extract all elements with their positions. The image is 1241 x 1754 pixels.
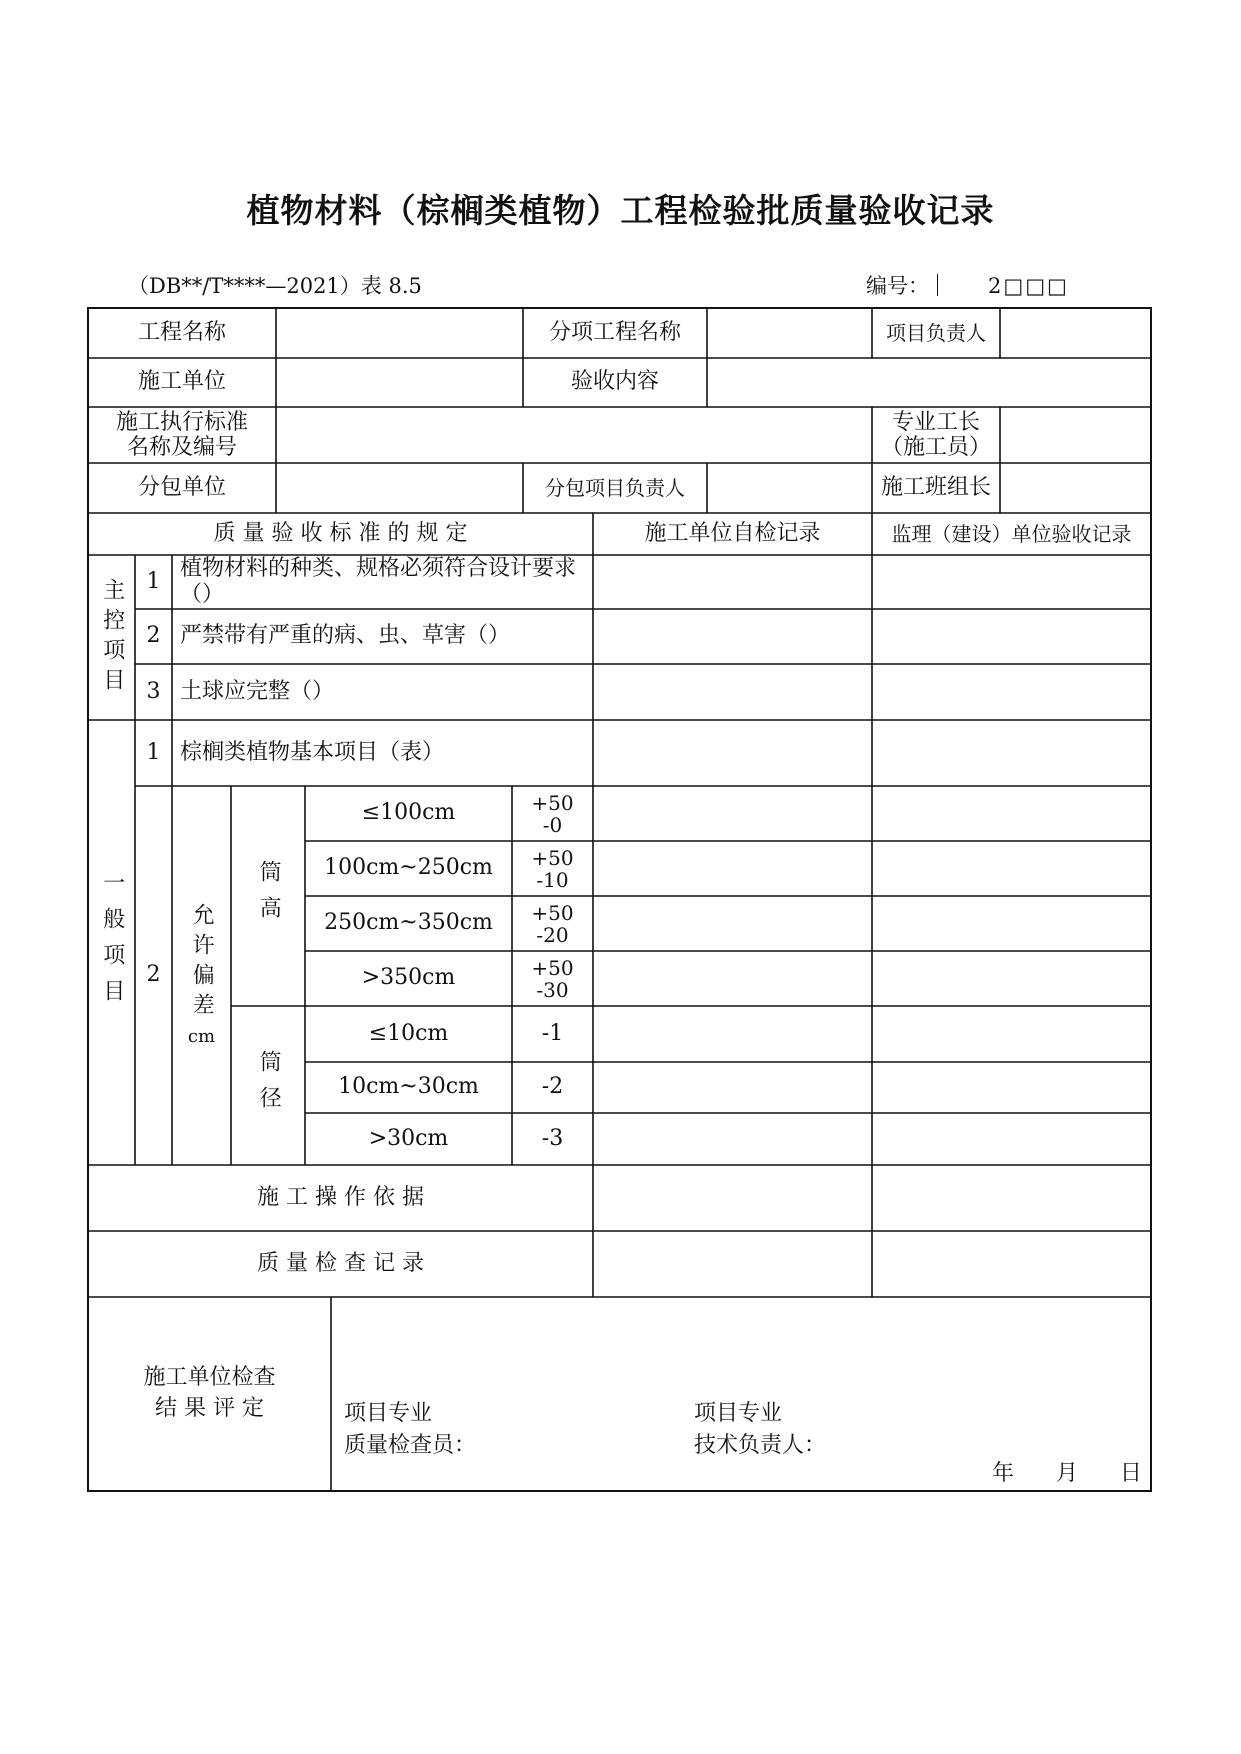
diameter-range-1: ≤10cm — [368, 1020, 449, 1046]
label-foreman — [872, 407, 1000, 463]
height-tol-1-upper: +50 — [531, 790, 574, 815]
field-project-name[interactable] — [276, 308, 523, 358]
height-3-self-check[interactable] — [593, 896, 872, 951]
standard-name-line-2: 名称及编号 — [126, 435, 237, 460]
foreman-line-1: 专业工长 — [891, 409, 980, 435]
number-value: 2□□□ — [988, 274, 1069, 298]
diameter-3-supervision[interactable] — [872, 1113, 1151, 1165]
inspector-line-1: 项目专业 — [344, 1401, 433, 1426]
height-group-label — [231, 786, 305, 1006]
label-construction-unit: 施工单位 — [137, 369, 226, 395]
main-item-3-supervision[interactable] — [872, 664, 1151, 720]
height-2-supervision[interactable] — [872, 841, 1151, 896]
standard-code: （DB**/T****—2021）表 8.5 — [128, 274, 422, 298]
general-item-1-supervision[interactable] — [872, 720, 1151, 786]
height-tol-2-upper: +50 — [531, 845, 574, 870]
result-label — [88, 1297, 331, 1491]
main-item-1-supervision[interactable] — [872, 555, 1151, 609]
height-3-supervision[interactable] — [872, 896, 1151, 951]
main-item-2-text: 严禁带有严重的病、虫、草害（） — [180, 623, 511, 649]
diameter-group-label — [231, 1006, 305, 1165]
label-sub-manager: 分包项目负责人 — [545, 476, 685, 500]
general-item-2-no: 2 — [146, 962, 161, 988]
diameter-tolerance-3: -3 — [541, 1125, 564, 1151]
quality-record-supervision[interactable] — [872, 1231, 1151, 1297]
height-4-self-check[interactable] — [593, 951, 872, 1006]
number-label: 编号： — [866, 274, 929, 298]
tolerance-unit: cm — [187, 1026, 216, 1048]
page-title: 植物材料（棕榈类植物）工程检验批质量验收记录 — [246, 191, 995, 230]
height-tol-3-lower: -20 — [536, 922, 569, 947]
general-item-1-self-check[interactable] — [593, 720, 872, 786]
operation-basis-supervision[interactable] — [872, 1165, 1151, 1231]
height-range-1: ≤100cm — [361, 800, 456, 826]
field-team-leader[interactable] — [1000, 463, 1151, 513]
quality-inspector-signature[interactable] — [344, 1398, 476, 1462]
height-group-label-text: 筒高 — [256, 860, 282, 932]
main-items-label — [88, 555, 135, 720]
technical-lead-signature[interactable] — [694, 1398, 826, 1462]
label-team-leader: 施工班组长 — [880, 474, 991, 500]
main-item-3-self-check[interactable] — [593, 664, 872, 720]
main-item-2-supervision[interactable] — [872, 609, 1151, 664]
label-standard-name — [88, 407, 276, 463]
column-header-standard — [88, 513, 593, 555]
field-sub-project-name[interactable] — [707, 308, 872, 358]
tech-line-1: 项目专业 — [694, 1401, 783, 1426]
column-header-self-check: 施工单位自检记录 — [644, 520, 821, 546]
main-item-3-no: 3 — [146, 678, 161, 704]
field-project-manager[interactable] — [1000, 308, 1151, 358]
diameter-2-self-check[interactable] — [593, 1062, 872, 1113]
main-item-1-text: 植物材料的种类、规格必须符合设计要求（） — [180, 555, 577, 607]
diameter-group-label-text: 筒径 — [256, 1049, 282, 1122]
height-tolerance-2 — [512, 841, 593, 896]
height-range-4: >350cm — [361, 965, 456, 991]
label-project-name: 工程名称 — [137, 319, 226, 345]
diameter-3-self-check[interactable] — [593, 1113, 872, 1165]
field-sub-manager[interactable] — [707, 463, 872, 513]
height-tolerance-3 — [512, 896, 593, 951]
inspector-line-2: 质量检查员： — [344, 1432, 477, 1458]
height-2-self-check[interactable] — [593, 841, 872, 896]
quality-record-text: 质 量 检 查 记 录 — [257, 1250, 424, 1276]
height-range-3: 250cm~350cm — [324, 910, 493, 936]
general-items-label-text: 一般项目 — [99, 870, 125, 1015]
height-tol-4-upper: +50 — [531, 955, 574, 980]
foreman-line-2: （施工员） — [880, 435, 991, 460]
main-item-2-self-check[interactable] — [593, 609, 872, 664]
diameter-1-self-check[interactable] — [593, 1006, 872, 1062]
column-header-standard-text: 质 量 验 收 标 准 的 规 定 — [213, 520, 468, 546]
height-4-supervision[interactable] — [872, 951, 1151, 1006]
field-acceptance-content[interactable] — [707, 358, 1151, 407]
label-sub-project-name: 分项工程名称 — [548, 319, 681, 345]
result-label-line-1: 施工单位检查 — [143, 1365, 276, 1391]
main-item-2-no: 2 — [146, 623, 161, 649]
field-construction-unit[interactable] — [276, 358, 523, 407]
height-tolerance-1 — [512, 786, 593, 841]
height-tol-4-lower: -30 — [536, 977, 569, 1002]
field-foreman[interactable] — [1000, 407, 1151, 463]
height-1-self-check[interactable] — [593, 786, 872, 841]
diameter-2-supervision[interactable] — [872, 1062, 1151, 1113]
main-items-label-text: 主控项目 — [99, 577, 125, 698]
label-subcontractor: 分包单位 — [137, 474, 226, 500]
height-tolerance-4 — [512, 951, 593, 1006]
label-project-manager: 项目负责人 — [886, 321, 986, 345]
height-1-supervision[interactable] — [872, 786, 1151, 841]
main-item-1-self-check[interactable] — [593, 555, 872, 609]
height-tol-2-lower: -10 — [536, 867, 569, 892]
diameter-range-2: 10cm~30cm — [338, 1074, 479, 1100]
diameter-1-supervision[interactable] — [872, 1006, 1151, 1062]
general-item-1-no: 1 — [146, 739, 161, 765]
tolerance-group-label-text: 允许偏差 — [189, 903, 215, 1024]
main-item-3-text: 土球应完整（） — [180, 678, 335, 704]
operation-basis-text: 施 工 操 作 依 据 — [257, 1184, 424, 1210]
result-label-line-2: 结 果 评 定 — [155, 1396, 264, 1421]
diameter-range-3: >30cm — [368, 1125, 449, 1151]
field-subcontractor[interactable] — [276, 463, 523, 513]
general-item-1-text: 棕榈类植物基本项目（表） — [180, 739, 445, 765]
standard-name-line-1: 施工执行标准 — [115, 409, 248, 435]
height-tol-3-upper: +50 — [531, 900, 574, 925]
field-standard-name[interactable] — [276, 407, 872, 463]
operation-basis-self-check[interactable] — [593, 1165, 872, 1231]
diameter-tolerance-2: -2 — [541, 1074, 564, 1100]
general-items-label — [88, 720, 135, 1165]
diameter-tolerance-1: -1 — [541, 1020, 564, 1046]
label-acceptance-content: 验收内容 — [570, 369, 659, 395]
height-tol-1-lower: -0 — [542, 812, 563, 837]
tolerance-group-label — [172, 786, 231, 1165]
main-item-1-no: 1 — [146, 568, 161, 594]
height-range-2: 100cm~250cm — [324, 855, 493, 881]
result-date[interactable]: 年 月 日 — [992, 1461, 1142, 1486]
tech-line-2: 技术负责人： — [694, 1432, 827, 1458]
column-header-supervision: 监理（建设）单位验收记录 — [891, 522, 1132, 546]
quality-record-self-check[interactable] — [593, 1231, 872, 1297]
operation-basis-label — [88, 1165, 593, 1231]
quality-record-label — [88, 1231, 593, 1297]
